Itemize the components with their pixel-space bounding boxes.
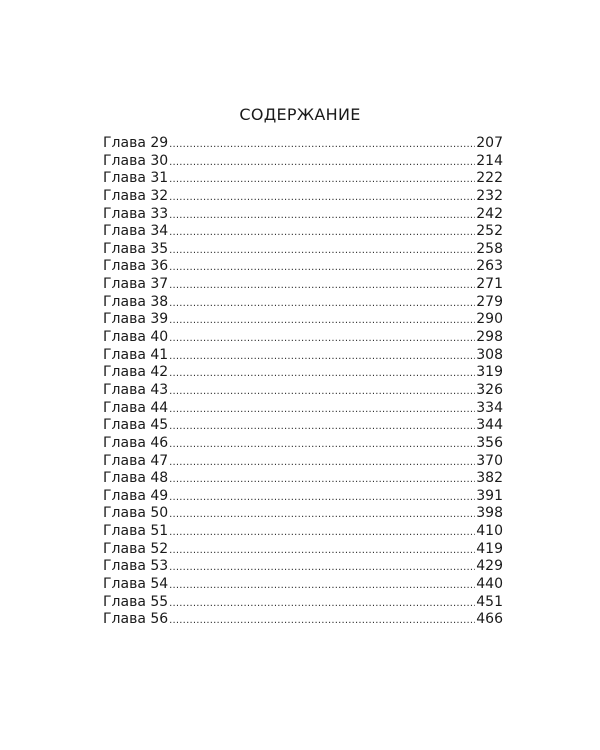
toc-entry[interactable] <box>103 417 503 435</box>
toc-chapter-label: Глава 31 <box>103 170 169 187</box>
toc-page-number: 252 <box>476 223 503 240</box>
toc-dot-leader <box>169 171 475 189</box>
toc-chapter-label: Глава 55 <box>103 593 169 610</box>
toc-page-number: 319 <box>476 364 503 381</box>
toc-page-number: 308 <box>476 346 503 363</box>
toc-page-number: 451 <box>476 593 503 610</box>
toc-page-number: 214 <box>476 152 503 169</box>
toc-chapter-label: Глава 51 <box>103 523 169 540</box>
toc-dot-leader <box>169 542 475 560</box>
toc-dot-leader <box>169 312 475 330</box>
toc-entry[interactable] <box>103 505 503 523</box>
toc-title: СОДЕРЖАНИЕ <box>239 105 361 124</box>
toc-page-number: 398 <box>476 505 503 522</box>
toc-dot-leader <box>169 295 475 313</box>
toc-entry[interactable] <box>103 488 503 506</box>
toc-page-number: 326 <box>476 381 503 398</box>
toc-chapter-label: Глава 30 <box>103 152 169 169</box>
toc-entry[interactable] <box>103 276 503 294</box>
toc-entry[interactable] <box>103 188 503 206</box>
toc-dot-leader <box>169 595 475 613</box>
toc-page-number: 263 <box>476 258 503 275</box>
toc-dot-leader <box>169 348 475 366</box>
toc-chapter-label: Глава 46 <box>103 434 169 451</box>
toc-entry[interactable] <box>103 329 503 347</box>
toc-entry[interactable] <box>103 435 503 453</box>
toc-entry[interactable] <box>103 611 503 629</box>
toc-dot-leader <box>169 136 475 154</box>
toc-dot-leader <box>169 259 475 277</box>
toc-dot-leader <box>169 365 475 383</box>
toc-chapter-label: Глава 32 <box>103 187 169 204</box>
toc-entry[interactable] <box>103 170 503 188</box>
toc-page-number: 298 <box>476 329 503 346</box>
toc-dot-leader <box>169 506 475 524</box>
toc-page-number: 410 <box>476 523 503 540</box>
toc-entry[interactable] <box>103 382 503 400</box>
toc-page-number: 222 <box>476 170 503 187</box>
toc-dot-leader <box>169 454 475 472</box>
toc-chapter-label: Глава 53 <box>103 558 169 575</box>
toc-entry[interactable] <box>103 294 503 312</box>
toc-page-number: 334 <box>476 399 503 416</box>
toc-chapter-label: Глава 33 <box>103 205 169 222</box>
toc-page-number: 207 <box>476 135 503 151</box>
toc-dot-leader <box>169 242 475 260</box>
toc-entry[interactable] <box>103 594 503 612</box>
toc-entry[interactable] <box>103 153 503 171</box>
toc-dot-leader <box>169 524 475 542</box>
toc-dot-leader <box>169 154 475 172</box>
toc-page-number: 370 <box>476 452 503 469</box>
toc-chapter-label: Глава 39 <box>103 311 169 328</box>
toc-entry[interactable] <box>103 558 503 576</box>
toc-entry[interactable] <box>103 541 503 559</box>
toc-chapter-label: Глава 45 <box>103 417 169 434</box>
toc-page-number: 419 <box>476 540 503 557</box>
toc-chapter-label: Глава 44 <box>103 399 169 416</box>
toc-dot-leader <box>169 224 475 242</box>
toc-page-number: 391 <box>476 487 503 504</box>
toc-dot-leader <box>169 330 475 348</box>
toc-entry[interactable] <box>103 523 503 541</box>
toc-dot-leader <box>169 471 475 489</box>
toc-entry[interactable] <box>103 400 503 418</box>
toc-chapter-label: Глава 48 <box>103 470 169 487</box>
toc-chapter-label: Глава 43 <box>103 381 169 398</box>
toc-page-number: 344 <box>476 417 503 434</box>
toc-page-number: 356 <box>476 434 503 451</box>
toc-page-number: 242 <box>476 205 503 222</box>
toc-page-number: 271 <box>476 276 503 293</box>
toc-entry[interactable] <box>103 223 503 241</box>
toc-entry[interactable] <box>103 470 503 488</box>
toc-entry[interactable] <box>103 135 503 153</box>
toc-chapter-label: Глава 29 <box>103 135 169 151</box>
toc-dot-leader <box>169 612 475 630</box>
toc-page-number: 290 <box>476 311 503 328</box>
toc-dot-leader <box>169 189 475 207</box>
toc-chapter-label: Глава 41 <box>103 346 169 363</box>
toc-page-number: 258 <box>476 240 503 257</box>
toc-entry[interactable] <box>103 241 503 259</box>
toc-entry[interactable] <box>103 206 503 224</box>
toc-dot-leader <box>169 277 475 295</box>
toc-entry[interactable] <box>103 453 503 471</box>
toc-chapter-label: Глава 47 <box>103 452 169 469</box>
toc-dot-leader <box>169 436 475 454</box>
toc-chapter-label: Глава 37 <box>103 276 169 293</box>
toc-dot-leader <box>169 383 475 401</box>
toc-dot-leader <box>169 489 475 507</box>
toc-dot-leader <box>169 559 475 577</box>
toc-chapter-label: Глава 50 <box>103 505 169 522</box>
toc-chapter-label: Глава 52 <box>103 540 169 557</box>
toc-entry[interactable] <box>103 347 503 365</box>
toc-entry[interactable] <box>103 311 503 329</box>
toc-list <box>103 135 503 629</box>
toc-dot-leader <box>169 418 475 436</box>
toc-chapter-label: Глава 49 <box>103 487 169 504</box>
toc-page-number: 440 <box>476 576 503 593</box>
toc-chapter-label: Глава 56 <box>103 611 169 628</box>
toc-page-number: 232 <box>476 187 503 204</box>
toc-entry[interactable] <box>103 576 503 594</box>
toc-chapter-label: Глава 40 <box>103 329 169 346</box>
toc-page-number: 466 <box>476 611 503 628</box>
toc-chapter-label: Глава 54 <box>103 576 169 593</box>
toc-chapter-label: Глава 42 <box>103 364 169 381</box>
toc-page-number: 429 <box>476 558 503 575</box>
toc-chapter-label: Глава 38 <box>103 293 169 310</box>
toc-page-number: 382 <box>476 470 503 487</box>
toc-dot-leader <box>169 207 475 225</box>
toc-entry[interactable] <box>103 258 503 276</box>
toc-page-number: 279 <box>476 293 503 310</box>
toc-chapter-label: Глава 36 <box>103 258 169 275</box>
toc-chapter-label: Глава 35 <box>103 240 169 257</box>
toc-dot-leader <box>169 577 475 595</box>
toc-chapter-label: Глава 34 <box>103 223 169 240</box>
toc-entry[interactable] <box>103 364 503 382</box>
toc-dot-leader <box>169 401 475 419</box>
